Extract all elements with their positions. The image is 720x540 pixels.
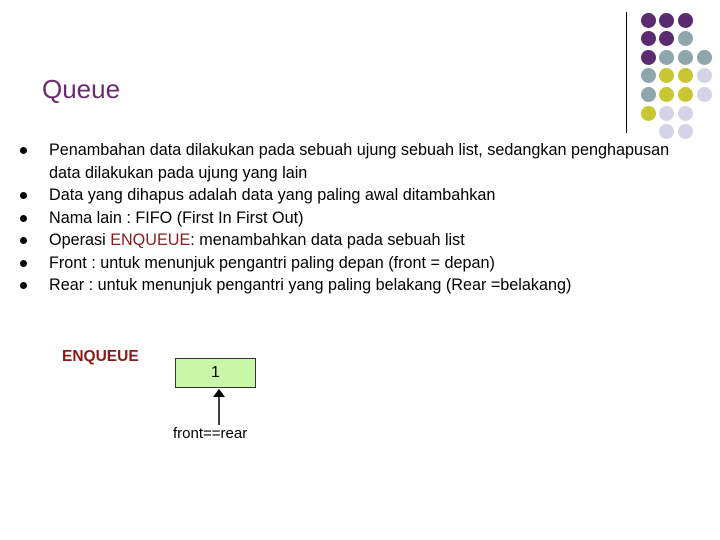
queue-cell — [175, 358, 256, 388]
bullet-text: : menambahkan data pada sebuah list — [190, 231, 465, 249]
bullet-item — [20, 252, 700, 275]
decor-dot — [678, 68, 693, 83]
decor-dot — [678, 106, 693, 121]
bullet-item — [20, 184, 700, 207]
decor-dot — [659, 50, 674, 65]
bullet-item — [20, 274, 700, 297]
decor-dot — [659, 68, 674, 83]
bullet-text: Data yang dihapus adalah data yang paling awal ditambahkan — [49, 186, 496, 204]
decor-dot — [678, 31, 693, 46]
bullet-dot-icon — [20, 147, 27, 154]
decor-vertical-line — [626, 12, 627, 133]
slide-title: Queue — [42, 74, 121, 104]
decor-dot — [678, 50, 693, 65]
decor-dot — [678, 13, 693, 28]
bullet-text: Penambahan data dilakukan pada sebuah ujung sebuah list, sedangkan penghapusan data dilakukan pada ujung yang lain — [49, 141, 670, 182]
decor-dot — [641, 68, 656, 83]
bullet-list — [20, 139, 700, 297]
decor-dot — [641, 87, 656, 102]
bullet-dot-icon — [20, 215, 27, 222]
bullet-dot-icon — [20, 192, 27, 199]
bullet-highlight-text: ENQUEUE — [110, 231, 191, 249]
bullet-text: Operasi — [49, 231, 111, 249]
bullet-item — [20, 229, 700, 252]
decor-dot — [697, 87, 712, 102]
pointer-label: front==rear — [173, 425, 248, 442]
pointer-arrow-icon — [209, 388, 229, 426]
bullet-item — [20, 207, 700, 230]
bullet-dot-icon — [20, 237, 27, 244]
bullet-text: Nama lain : FIFO (First In First Out) — [49, 208, 304, 227]
bullet-item — [20, 139, 700, 184]
decor-dot-grid — [0, 0, 720, 130]
bullet-text: Front : untuk menunjuk pengantri paling depan (front = depan) — [49, 253, 495, 272]
decor-dot — [659, 13, 674, 28]
decor-dot — [659, 106, 674, 121]
queue-cell-value: 1 — [211, 364, 220, 381]
decor-dot — [697, 68, 712, 83]
bullet-dot-icon — [20, 282, 27, 289]
decor-dot — [641, 106, 656, 121]
decor-dot — [659, 87, 674, 102]
decor-dot — [659, 124, 674, 139]
decor-dot — [659, 31, 674, 46]
decor-dot — [697, 50, 712, 65]
decor-dot — [641, 50, 656, 65]
decor-dot — [678, 124, 693, 139]
enqueue-label: ENQUEUE — [62, 348, 139, 365]
decor-dot — [641, 13, 656, 28]
bullet-dot-icon — [20, 260, 27, 267]
decor-dot — [641, 31, 656, 46]
bullet-text: Rear : untuk menunjuk pengantri yang paling belakang (Rear =belakang) — [49, 276, 572, 294]
decor-dot — [678, 87, 693, 102]
